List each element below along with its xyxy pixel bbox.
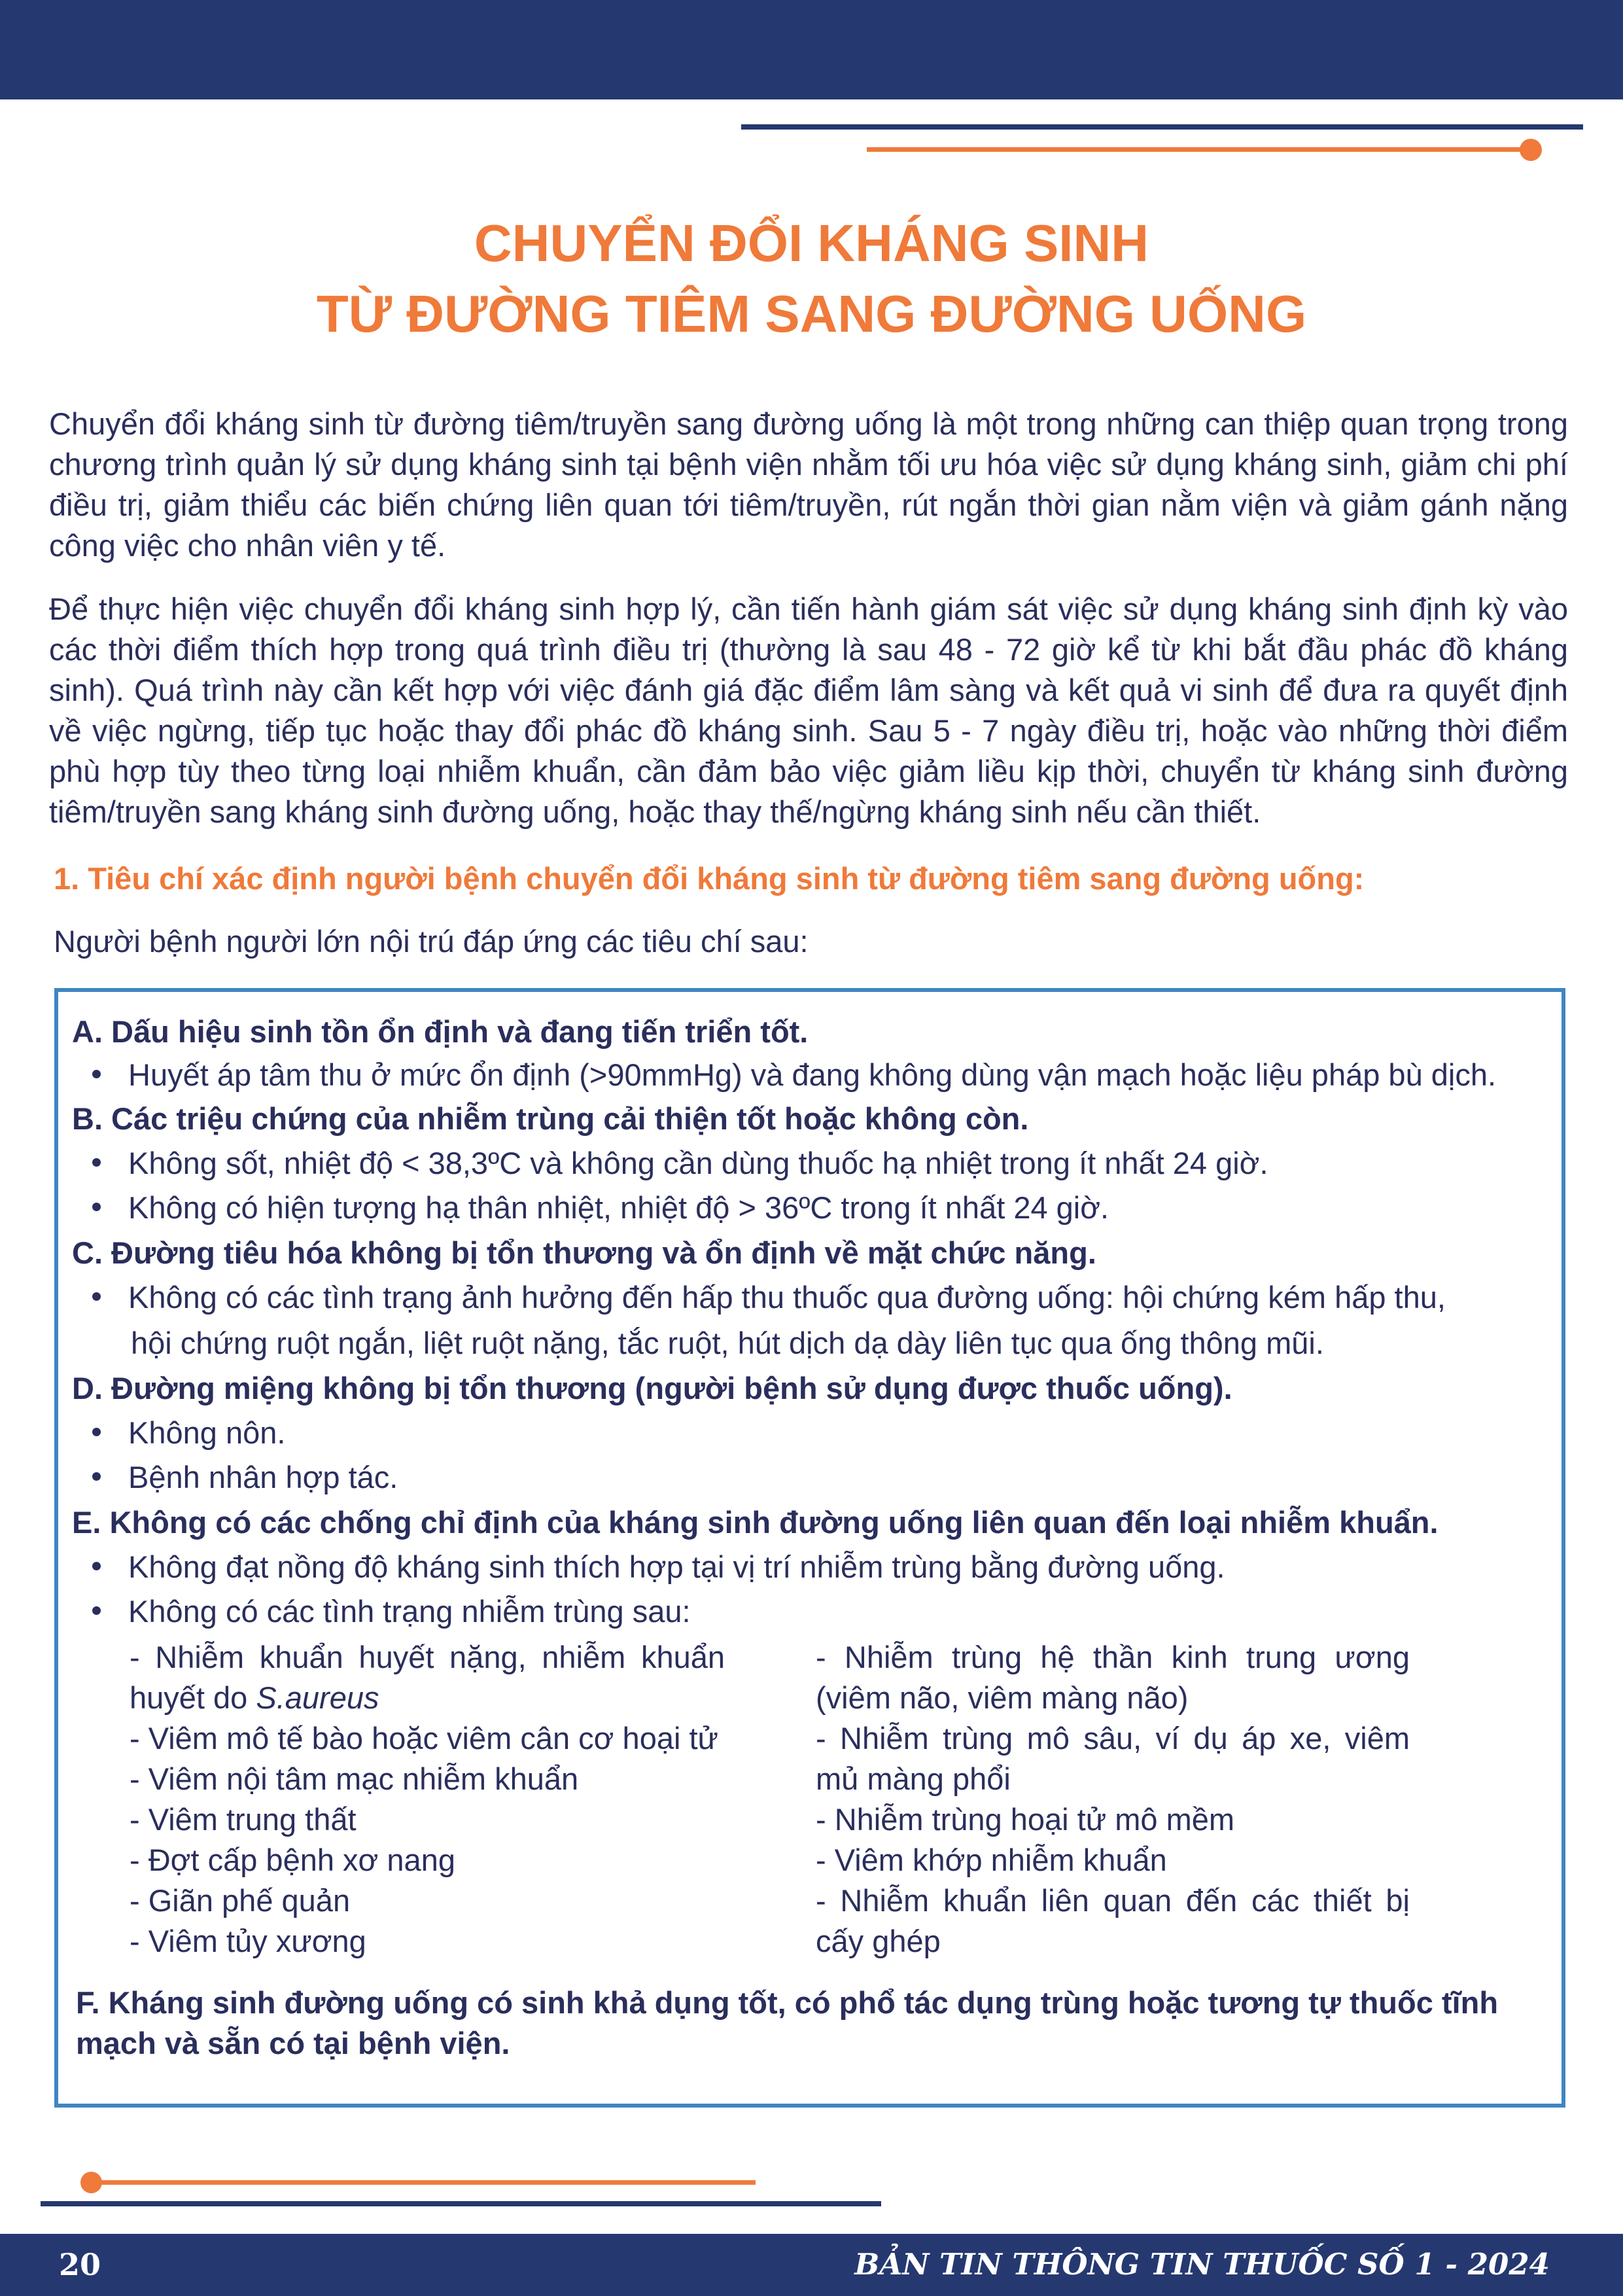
criterion-c-heading: C. Đường tiêu hóa không bị tổn thương và ổn định về mặt chức năng. [72,1235,1096,1270]
infection-list-left [130,1637,725,1962]
header-band [0,0,1623,99]
criterion-b-item-2: Không có hiện tượng hạ thân nhiệt, nhiệt độ > 36ºC trong ít nhất 24 giờ. [128,1190,1109,1225]
infection-left-1b [130,1678,725,1718]
publication-title: BẢN TIN THÔNG TIN THUỐC SỐ 1 - 2024 [854,2247,1550,2282]
criterion-f-heading: F. Kháng sinh đường uống có sinh khả dụng tốt, có phổ tác dụng trùng hoặc tương tự thuốc tĩnh mạch và sẵn có tại bệnh viện. [76,1985,1499,2060]
infection-left-2: - Viêm mô tế bào hoặc viêm cân cơ hoại tử [130,1721,718,1756]
infection-left-1b-text: huyết do [130,1680,256,1715]
criterion-e-item-1: Không đạt nồng độ kháng sinh thích hợp tại vị trí nhiễm trùng bằng đường uống. [128,1549,1225,1584]
header-decor-dot [1520,139,1542,161]
bullet-icon [92,1606,101,1615]
intro-paragraph-2: Để thực hiện việc chuyển đổi kháng sinh hợp lý, cần tiến hành giám sát việc sử dụng kháng sinh định kỳ vào các thời điểm thích hợp trong quá trình điều trị (thường là sau 48 - 72 giờ kể từ khi bắt đầu phác đồ kháng sinh). Quá trình này cần kết hợp với việc đánh giá đặc điểm lâm sàng và kết quả vi sinh để đưa ra quyết định về việc ngừng, tiếp tục hoặc thay đổi phác đồ kháng sinh. Sau 5 - 7 ngày điều trị, hoặc vào những thời điểm phù hợp tùy theo từng loại nhiễm khuẩn, cần đảm bảo việc giảm liều kịp thời, chuyển từ kháng sinh đường tiêm/truyền sang kháng sinh đường uống, hoặc thay thế/ngừng kháng sinh nếu cần thiết. [49,592,1568,829]
infection-left-7: - Viêm tủy xương [130,1924,366,1958]
title-line-2: TỪ ĐƯỜNG TIÊM SANG ĐƯỜNG UỐNG [316,285,1307,343]
bullet-icon [92,1158,101,1167]
infection-left-5: - Đợt cấp bệnh xơ nang [130,1843,455,1877]
infection-right-3: - Nhiễm trùng hoại tử mô mềm [816,1802,1235,1837]
infection-left-4: - Viêm trung thất [130,1802,357,1837]
infection-left-3: - Viêm nội tâm mạc nhiễm khuẩn [130,1761,579,1796]
criterion-d-item-1: Không nôn. [128,1415,286,1450]
criterion-c-item-1-line-2: hội chứng ruột ngắn, liệt ruột nặng, tắc ruột, hút dịch dạ dày liên tục qua ống thông mũi. [131,1326,1324,1360]
infection-right-5b: cấy ghép [816,1924,941,1958]
infection-list-right [816,1637,1410,1962]
section-1-heading: 1. Tiêu chí xác định người bệnh chuyển đổi kháng sinh từ đường tiêm sang đường uống: [54,861,1365,896]
page-number: 20 [59,2247,101,2282]
criterion-d-heading: D. Đường miệng không bị tổn thương (người bệnh sử dụng được thuốc uống). [72,1371,1232,1405]
criterion-b-item-1: Không sốt, nhiệt độ < 38,3ºC và không cần dùng thuốc hạ nhiệt trong ít nhất 24 giờ. [128,1146,1268,1180]
footer-decor-dot [80,2172,102,2193]
article-title [0,208,1623,349]
criterion-a-heading: A. Dấu hiệu sinh tồn ổn định và đang tiến triển tốt. [72,1014,809,1049]
title-line-1: CHUYỂN ĐỔI KHÁNG SINH [474,214,1149,272]
infection-right-2a: - Nhiễm trùng mô sâu, ví dụ áp xe, viêm [816,1721,1410,1756]
criterion-d-item-2: Bệnh nhân hợp tác. [128,1460,398,1494]
criterion-c-item-1-line-1: Không có các tình trạng ảnh hưởng đến hấp thu thuốc qua đường uống: hội chứng kém hấp thu, [128,1280,1446,1315]
criterion-b-heading: B. Các triệu chứng của nhiễm trùng cải thiện tốt hoặc không còn. [72,1101,1029,1136]
infection-left-6: - Giãn phế quản [130,1883,351,1918]
header-decor-line-navy [741,124,1583,130]
infection-right-1b: (viêm não, viêm màng não) [816,1680,1189,1715]
bullet-icon [92,1428,101,1436]
infection-left-1a: - Nhiễm khuẩn huyết nặng, nhiễm khuẩn [130,1640,725,1674]
infection-left-1b-organism: S.aureus [256,1680,379,1715]
bullet-icon [92,1070,101,1078]
infection-right-2b: mủ màng phổi [816,1761,1011,1796]
footer-decor-line-navy [41,2201,881,2206]
bullet-icon [92,1203,101,1211]
infection-right-1a: - Nhiễm trùng hệ thần kinh trung ương [816,1640,1410,1674]
criterion-a-item-1: Huyết áp tâm thu ở mức ổn định (>90mmHg) và đang không dùng vận mạch hoặc liệu pháp bù dịch. [128,1057,1497,1092]
infection-right-5a: - Nhiễm khuẩn liên quan đến các thiết bị [816,1883,1410,1918]
section-1-intro: Người bệnh người lớn nội trú đáp ứng các tiêu chí sau: [54,924,809,959]
criterion-e-heading: E. Không có các chống chỉ định của kháng sinh đường uống liên quan đến loại nhiễm khuẩn. [72,1505,1439,1540]
intro-paragraph-1: Chuyển đổi kháng sinh từ đường tiêm/truyền sang đường uống là một trong những can thiệp quan trọng trong chương trình quản lý sử dụng kháng sinh tại bệnh viện nhằm tối ưu hóa việc sử dụng kháng sinh, giảm chi phí điều trị, giảm thiểu các biến chứng liên quan tới tiêm/truyền, rút ngắn thời gian nằm viện và giảm gánh nặng công việc cho nhân viên y tế. [49,406,1568,563]
footer-decor-line-orange [94,2180,756,2185]
bullet-icon [92,1292,101,1301]
bullet-icon [92,1472,101,1481]
bullet-icon [92,1562,101,1570]
infection-right-4: - Viêm khớp nhiễm khuẩn [816,1843,1167,1877]
header-decor-line-orange [867,147,1531,152]
criterion-e-item-2: Không có các tình trạng nhiễm trùng sau: [128,1594,691,1629]
